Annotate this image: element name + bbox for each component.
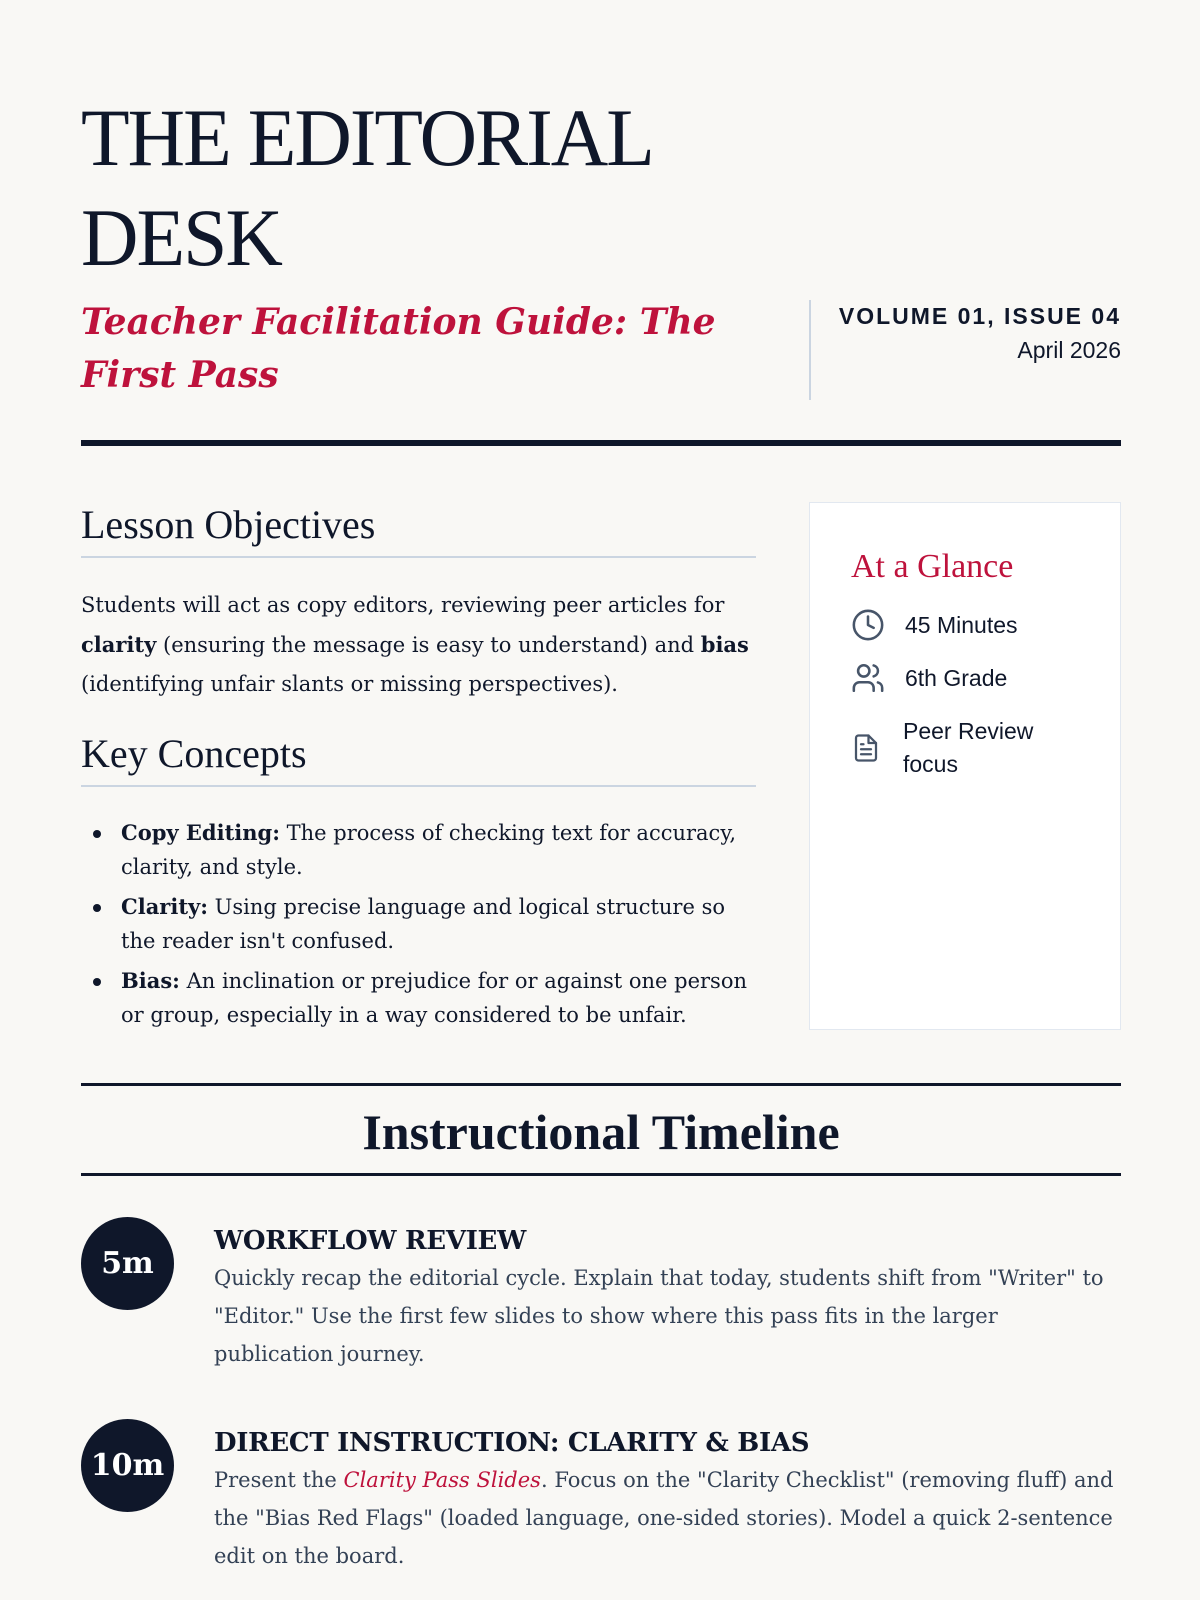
issue-volume: VOLUME 01, ISSUE 04 xyxy=(838,303,1121,329)
glance-item-duration xyxy=(851,608,1065,642)
timeline-duration-badge: 5m xyxy=(81,1217,174,1310)
glance-title: At a Glance xyxy=(851,548,1014,585)
glance-label: 6th Grade xyxy=(905,664,1008,691)
clock-icon xyxy=(851,608,885,642)
timeline-duration-badge: 10m xyxy=(81,1419,174,1512)
guide-page xyxy=(81,0,1121,1600)
bias-term: bias xyxy=(700,632,749,657)
timeline-step-text: Quickly recap the editorial cycle. Explain that today, students shift from "Writer" to "Editor." Use the first few slides to show where this pass fits in the larger publication journey. xyxy=(214,1266,1104,1366)
clarity-pass-slides-link[interactable]: Clarity Pass Slides xyxy=(343,1468,541,1492)
issue-info xyxy=(809,300,1121,400)
timeline-top-rule xyxy=(81,1083,1121,1086)
guide-subtitle: Teacher Facilitation Guide: The First Pass xyxy=(81,301,716,396)
users-icon xyxy=(851,661,885,695)
timeline-step-direct-instruction xyxy=(214,1425,1121,1575)
timeline-bottom-rule xyxy=(81,1173,1121,1176)
glance-item-grade xyxy=(851,661,1065,695)
concept-item-copy-editing: Copy Editing: The process of checking text for accuracy, clarity, and style. xyxy=(81,816,756,884)
glance-label: 45 Minutes xyxy=(905,611,1018,638)
document-icon xyxy=(851,731,881,765)
at-a-glance-card xyxy=(809,502,1121,1030)
glance-label: Peer Review focus xyxy=(903,718,1034,777)
concepts-heading: Key Concepts xyxy=(81,729,756,787)
masthead-title: THE EDITORIAL DESK xyxy=(81,92,651,283)
timeline-step-text: Present the Clarity Pass Slides. Focus on the "Clarity Checklist" (removing fluff) and the "Bias Red Flags" (loaded language, one-sided stories). Model a quick 2-sentence edit on the board. xyxy=(214,1468,1114,1568)
timeline-step-title: DIRECT INSTRUCTION: CLARITY & BIAS xyxy=(214,1428,810,1458)
masthead-divider xyxy=(81,440,1121,446)
clarity-term: clarity xyxy=(81,632,157,657)
timeline-step-title: WORKFLOW REVIEW xyxy=(214,1226,526,1256)
timeline-step-workflow-review xyxy=(214,1223,1121,1373)
concept-item-clarity: Clarity: Using precise language and logical structure so the reader isn't confused. xyxy=(81,890,756,958)
objectives-text: Students will act as copy editors, reviewing peer articles for clarity (ensuring the message is easy to understand) and bias (identifying unfair slants or missing perspectives). xyxy=(81,593,749,696)
glance-item-focus xyxy=(851,715,1063,781)
issue-date: April 2026 xyxy=(1017,337,1121,363)
timeline-heading: Instructional Timeline xyxy=(362,1104,840,1160)
concept-item-bias: Bias: An inclination or prejudice for or against one person or group, especially in a way considered to be unfair. xyxy=(81,964,756,1032)
concepts-list xyxy=(81,816,756,1038)
objectives-heading: Lesson Objectives xyxy=(81,500,756,558)
